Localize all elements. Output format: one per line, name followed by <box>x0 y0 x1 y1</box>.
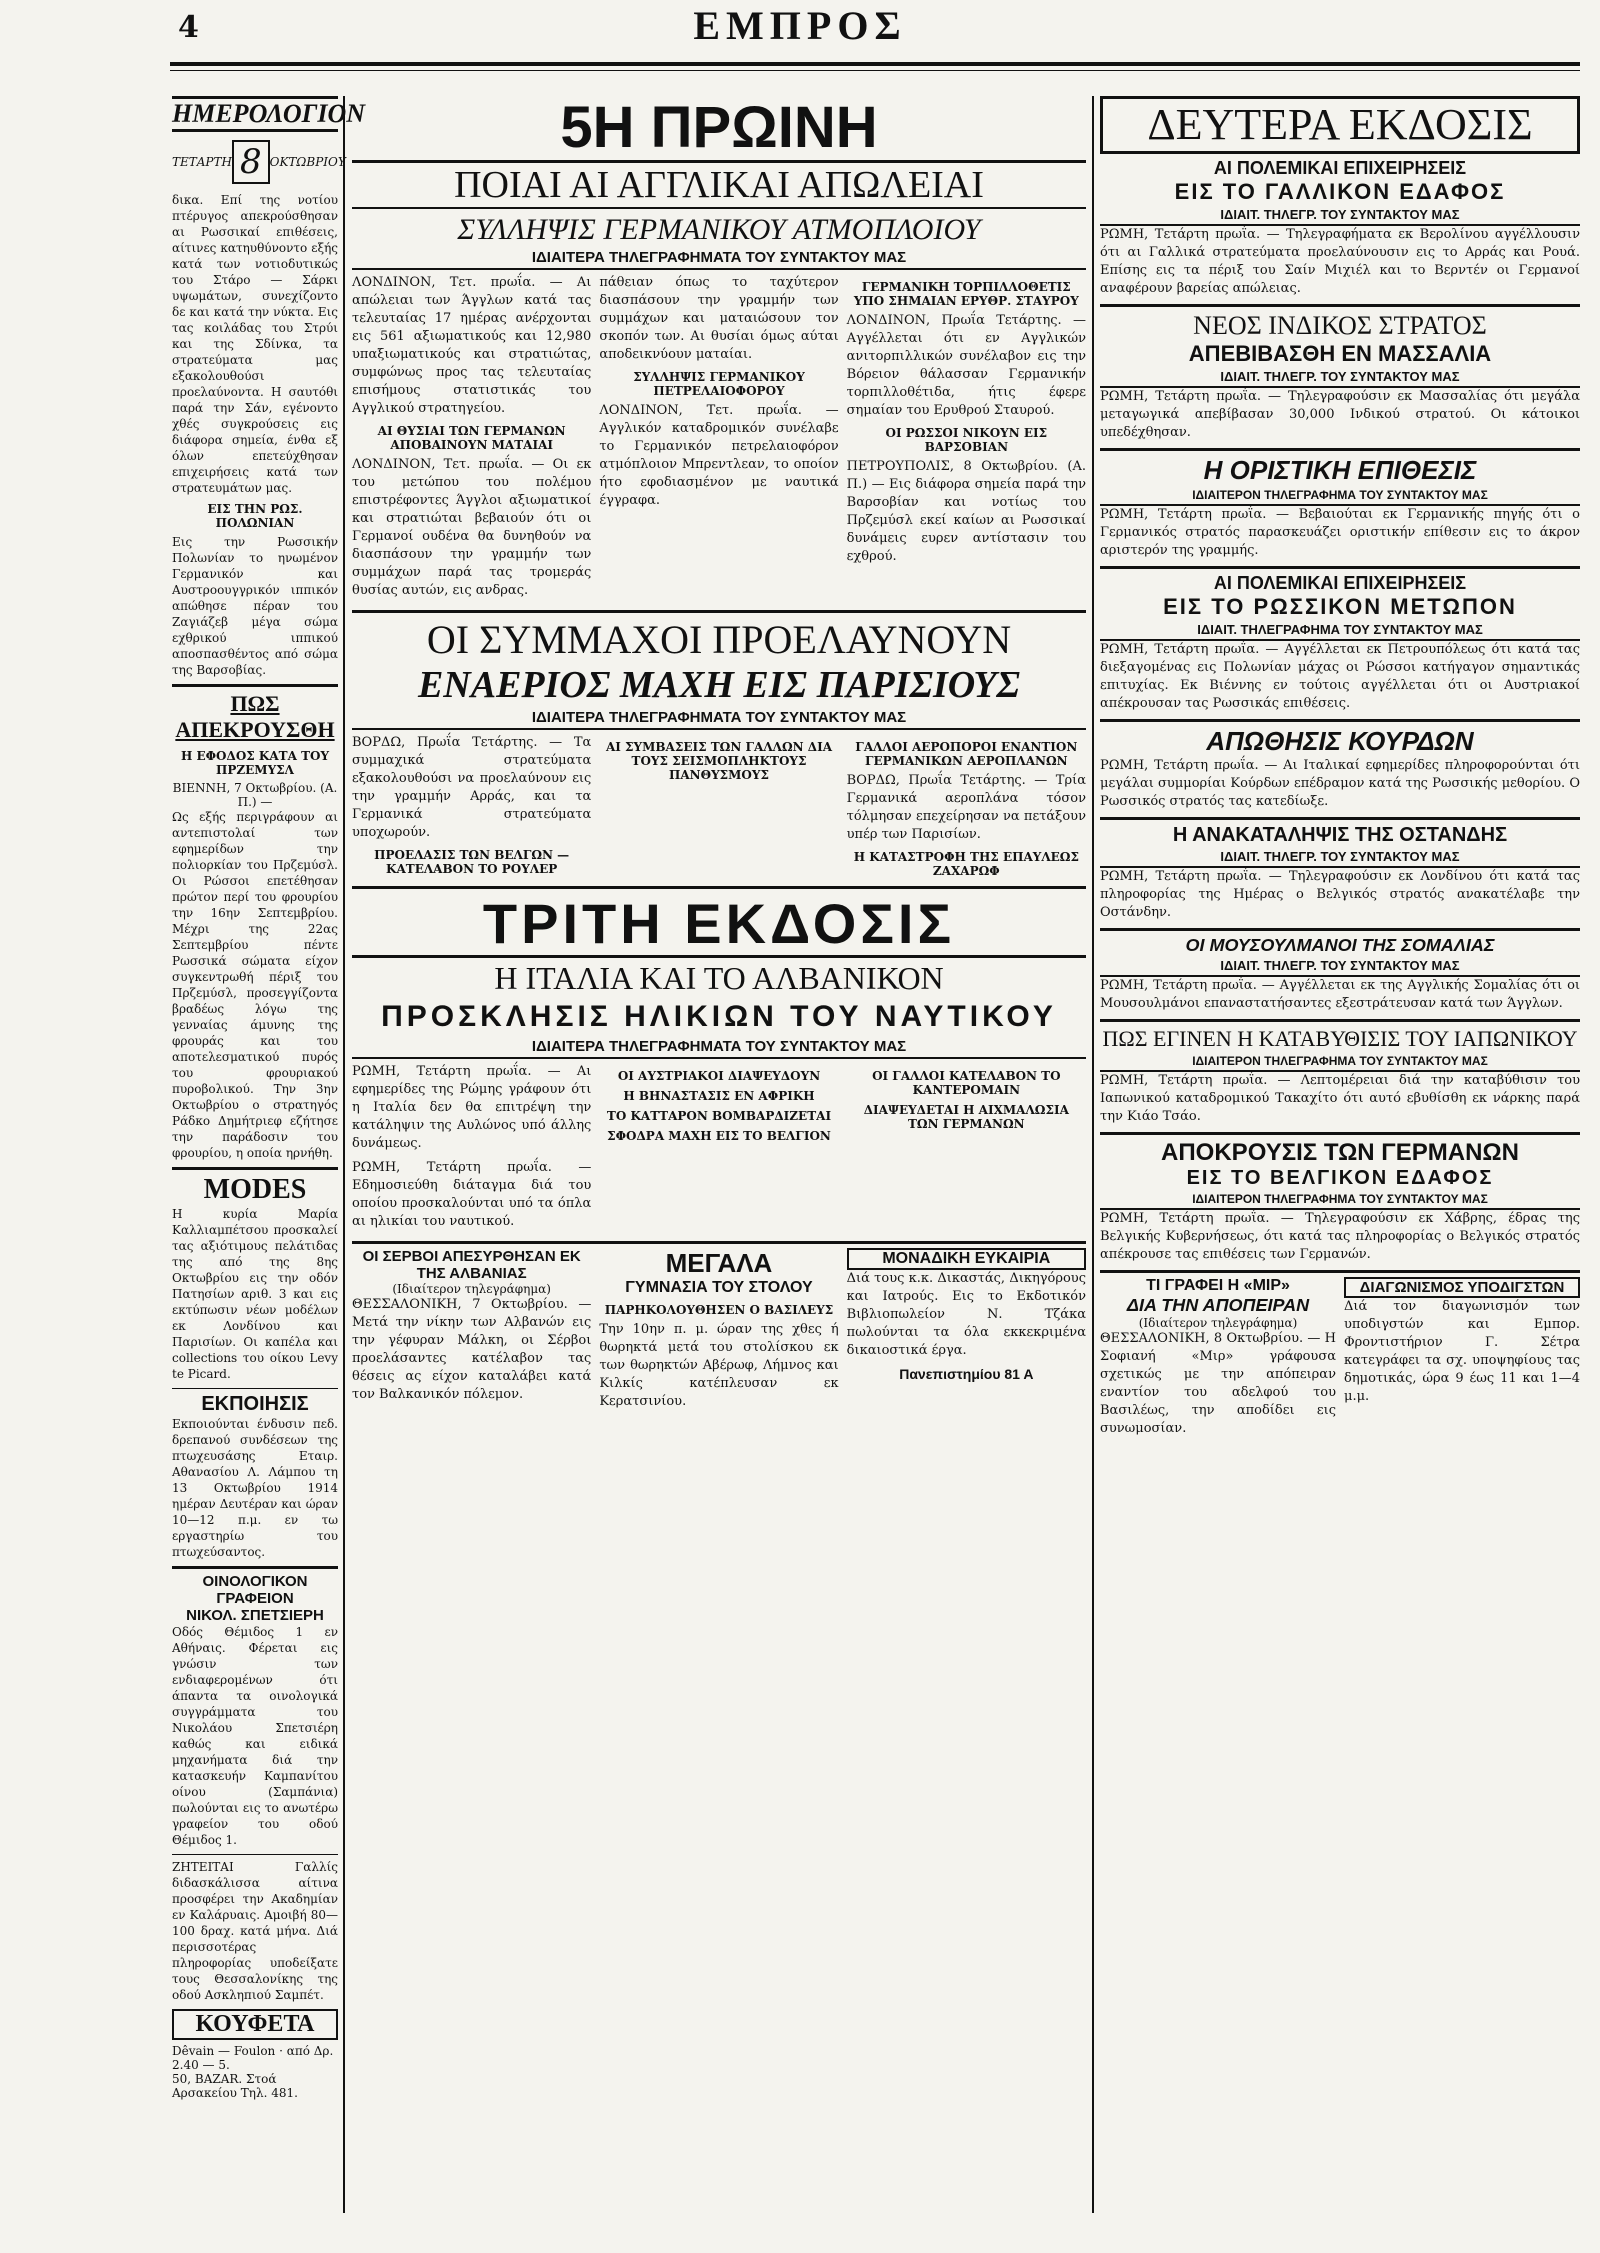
mir-text: ΘΕΣΣΑΛΟΝΙΚΗ, 8 Οκτωβρίου. — Η Σοφιανή «Μιρ» γράφουσα σχετικώς με την απόπειραν εναντίον του αδελφού του Βασιλέως, την αποδίδει εις συνωμοσίαν. <box>1100 1331 1336 1436</box>
tele-long: ΙΔΙΑΙΤΕΡΟΝ ΤΗΛΕΓΡΑΦΗΜΑ ΤΟΥ ΣΥΝΤΑΚΤΟΥ ΜΑΣ <box>1100 1190 1580 1210</box>
monadiki-head: ΜΟΝΑΔΙΚΗ ΕΥΚΑΙΡΙΑ <box>847 1248 1086 1270</box>
date-number: 8 <box>232 140 270 184</box>
torpillo-text: ΛΟΝΔΙΝΟΝ, Πρωΐα Τετάρτης. — Αγγέλλεται ότι εν Αγγλικών ανιτορπιλλικών συνέλαβον εις την Βόρειον θάλασσαν Γερμανικήν τορπιλλοθέτιδα, ήτις έφερε σημαίαν του Ερυθρού Σταυρού. <box>846 313 1086 418</box>
italia-head: Η ΙΤΑΛΙΑ ΚΑΙ ΤΟ ΑΛΒΑΝΙΚΟΝ <box>494 960 944 996</box>
hemerologion-title: ΗΜΕΡΟΛΟΓΙΟΝ <box>172 96 338 132</box>
mir-diagonismos <box>1100 1277 1580 1444</box>
article-column <box>352 734 591 882</box>
deutera-head: ΔΕΥΤΕΡΑ ΕΚΔΟΣΙΣ <box>1100 96 1580 154</box>
aerios-head: ΕΝΑΕΡΙΟΣ ΜΑΧΗ ΕΙΣ ΠΑΡΙΣΙΟΥΣ <box>417 664 1021 706</box>
italia-text: ΡΩΜΗ, Τετάρτη πρωΐα. — Αι εφημερίδες της Ρώμης γράφουν ότι η Ιταλία δεν θα επιτρέψη την κατάληψιν της Αυλώνος υπό άλλης δυνάμεως. <box>352 1064 592 1151</box>
somalias-head: ΟΙ ΜΟΥΣΟΥΛΜΑΝΟΙ ΤΗΣ ΣΟΜΑΛΙΑΣ <box>1185 935 1495 955</box>
article-column <box>847 734 1086 882</box>
divider <box>352 1241 1086 1244</box>
diagonismos-head: ΔΙΑΓΩΝΙΣΜΟΣ ΥΠΟΔΙΓΣΤΩΝ <box>1344 1277 1580 1298</box>
divider <box>1100 304 1580 307</box>
divider <box>1100 1019 1580 1022</box>
divider <box>1100 928 1580 931</box>
katastrofi-head: Η ΚΑΤΑΣΤΡΟΦΗ ΤΗΣ ΕΠΑΥΛΕΩΣ ΖΑΧΑΡΩΦ <box>853 850 1079 878</box>
intro-text: δικα. Επί της νοτίου πτέρυγος απεκρούσθησαν αι Ρωσσικαί επιθέσεις, αίτινες κατηυθύνοντο εξής κατά των νοτιοδυτικώς του Στάρο — Σάρκι υψωμάτων, συνεχίζοντο δε και κατά την νύκτα. Εις τας κοιλάδας του Στρύι και της Σδίνκα, τα στρατεύματα μας εξακολουθούσι προελαύνοντα. Η σαυτόθι παρά την Σάν, εγένοντο χθές συγκρούσεις εις διάφορα σημεία, ένθα εξ όλων επετεύχθησαν επιχειρήσεις κατά των στρατευμάτων μας. <box>172 193 338 495</box>
triti-head: ΤΡΙΤΗ ΕΚΔΟΣΙΣ <box>352 893 1086 958</box>
atmoploiou-head: ΣΥΛΛΗΨΙΣ ΓΕΡΜΑΝΙΚΟΥ ΑΤΜΟΠΛΟΙΟΥ <box>457 213 981 246</box>
proelasis-head: ΠΡΟΕΛΑΣΙΣ ΤΩΝ ΒΕΛΓΩΝ — ΚΑΤΕΛΑΒΟΝ ΤΟ ΡΟΥΛΕΡ <box>374 848 570 876</box>
serboi-text: ΘΕΣΣΑΛΟΝΙΚΗ, 7 Οκτωβρίου. — Μετά την νίκην των Αλβανών εις την γέφυραν Μάλκη, οι Σέρβοι προελάσαντες κατέλαβον τας θέσεις ας είχον καταλάβει κατά τον Βαλκανικόν πόλεμον. <box>352 1297 592 1402</box>
divider <box>172 1167 338 1170</box>
column-rule <box>1092 96 1094 2213</box>
apokrousthi-head: ΠΩΣ ΑΠΕΚΡΟΥΣΘΗ <box>175 691 335 742</box>
telegram-line: ΙΔΙΑΙΤΕΡΑ ΤΗΛΕΓΡΑΦΗΜΑΤΑ ΤΟΥ ΣΥΝΤΑΚΤΟΥ ΜΑΣ <box>352 1036 1086 1059</box>
kataduseis-head: ΠΩΣ ΕΓΙΝΕΝ Η ΚΑΤΑΒΥΘΙΣΙΣ ΤΟΥ ΙΑΠΩΝΙΚΟΥ <box>1102 1026 1578 1051</box>
divider <box>1100 448 1580 451</box>
italia-articles <box>352 1063 1086 1237</box>
tele-short: ΙΔΙΑΙΤ. ΤΗΛΕΓΡ. ΤΟΥ ΣΥΝΤΑΚΤΟΥ ΜΑΣ <box>1100 205 1580 226</box>
left-column <box>172 96 366 2100</box>
serboi-head: ΟΙ ΣΕΡΒΟΙ ΑΠΕΣΥΡΘΗΣΑΝ ΕΚ ΤΗΣ ΑΛΒΑΝΙΑΣ <box>362 1248 581 1282</box>
tele-long: ΙΔΙΑΙΤΕΡΟΝ ΤΗΛΕΓΡΑΦΗΜΑ ΤΟΥ ΣΥΝΤΑΚΤΟΥ ΜΑΣ <box>1100 1052 1580 1072</box>
oinologikon-text: Οδός Θέμιδος 1 εν Αθήναις. Φέρεται εις γνώσιν των ενδιαφερομένων ότι άπαντα τα οινολογικά συγγράμματα του Νικολάου Σπετσιέρη καθώς και ειδικά μηχανήματα διά την κατασκευήν Καμπανίτου οίνου (Σαμπάνια) πωλούνται εις το ανωτέρω γραφείον του οδού Θέμιδος 1. <box>172 1625 338 1847</box>
polonian-head: ΕΙΣ ΤΗΝ ΡΩΣ. ΠΟΛΩΝΙΑΝ <box>207 502 303 530</box>
date-line <box>172 140 346 184</box>
thanatosis-head: Η ΒΗΝΑΣΤΑΣΙΣ ΕΝ ΑΦΡΙΚΗ <box>623 1089 815 1103</box>
masthead-rule-thin <box>170 70 1580 71</box>
koufeta-text1: Dêvain — Foulon · από Δρ. 2.40 — 5. <box>172 2044 334 2072</box>
tele-rossiko: ΙΔΙΑΙΤ. ΤΗΛΕΓΡΑΦΗΜΑ ΤΟΥ ΣΥΝΤΑΚΤΟΥ ΜΑΣ <box>1100 620 1580 641</box>
divider <box>1100 1270 1580 1273</box>
oinologikon-head: ΟΙΝΟΛΟΓΙΚΟΝ ΓΡΑΦΕΙΟΝ <box>202 1573 308 1607</box>
divider <box>352 886 1086 889</box>
gallikoi-text: ΒΟΡΔΩ, Πρωΐα Τετάρτης. — Τρία Γερμανικά αεροπλάνα τόσον τόλμησαν επεχείρησαν να πετάξουν υπέρ των Παρισίων. <box>846 773 1086 842</box>
proskliseis-text: ΡΩΜΗ, Τετάρτη πρωΐα. — Εδημοσιεύθη διάταγμα διά του οποίου προσκαλούνται υπό τα όπλα αι ηλικίαι του ναυτικού. <box>352 1160 592 1229</box>
proskliseis-head: ΠΡΟΣΚΛΗΣΙΣ ΗΛΙΚΙΩΝ ΤΟΥ ΝΑΥΤΙΚΟΥ <box>381 1000 1057 1033</box>
gymnasia-head: ΓΥΜΝΑΣΙΑ ΤΟΥ ΣΤΟΛΟΥ <box>625 1279 813 1296</box>
mir-head2: ΔΙΑ ΤΗΝ ΑΠΟΠΕΙΡΑΝ <box>1126 1295 1310 1315</box>
divider <box>172 1566 338 1569</box>
symmachoi-text: ΒΟΡΔΩ, Πρωΐα Τετάρτης. — Τα συμμαχικά στρατεύματα εξακολουθούσι να προελαύνουν εις την γραμμήν Αρράς, και τα Γερμανικά στρατεύματα υποχωρούν. <box>352 735 592 840</box>
koufeta-head: ΚΟΥΦΕΤΑ <box>172 2009 338 2040</box>
divider <box>172 1388 338 1389</box>
przemysl-text: Ως εξής περιγράφουν αι αντεπιστολαί των εφημερίδων την πολιορκίαν του Πρζεμύσλ. Οι Ρώσσοι επετέθησαν πρώτον περί του φρουρίου την 16ην Σεπτεμβρίου. Μέχρι της 22ας Σεπτεμβρίου πέντε Ρωσσικά σώματα είχον συγκεντρωθή πέριξ του Πρζεμύσλ, προσεγγίζοντα βραδέως λόγω της γενναίας άμυνης της φρουράς και του αποτελεσματικού πυρός του φρουριακού πυροβολικού. Την 3ην Οκτωβρίου ο στρατηγός Ράδκο Δημήτριεφ εζήτησε την παράδοσιν του φρουρίου, η οποία ηρνήθη. <box>172 810 338 1160</box>
divider <box>1100 566 1580 569</box>
oinologikon-name: ΝΙΚΟΛ. ΣΠΕΤΣΙΕΡΗ <box>186 1607 324 1624</box>
gall-ops-head1: ΑΙ ΠΟΛΕΜΙΚΑΙ ΕΠΙΧΕΙΡΗΣΕΙΣ <box>1213 158 1467 178</box>
symmachoi-articles <box>352 734 1086 882</box>
przemysl-head: Η ΕΦΟΔΟΣ ΚΑΤΑ ΤΟΥ ΠΡΖΕΜΥΣΛ <box>180 749 330 777</box>
article-column <box>1100 1277 1336 1444</box>
petreleoforon-head: ΣΥΛΛΗΨΙΣ ΓΕΡΜΑΝΙΚΟΥ ΠΕΤΡΕΛΑΙΟΦΟΡΟΥ <box>633 370 805 398</box>
apokrouseis-head: ΑΠΟΚΡΟΥΣΙΣ ΤΩΝ ΓΕΡΜΑΝΩΝ <box>1161 1139 1519 1166</box>
column-rule <box>343 96 345 2213</box>
nikon-text: ΠΕΤΡΟΥΠΟΛΙΣ, 8 Οκτωβρίου. (Α. Π.) — Εις διάφορα σημεία παρά την Βαρσοβίαν και νοτίως του Πρζεμύσλ εκεί καίων αι Ρωσσικαί δυνάμεις ευρεν αντίστασιν του εχθρού. <box>846 459 1086 564</box>
gymnasia-text: Την 10ην π. μ. ώραν της χθες ή θωρηκτά μετά του στολίσκου εκ των θωρηκτών Αβέρωφ, Λήμνος και Κιλκίς κατέπλευσαν εκ Κερατσινίου. <box>599 1322 839 1409</box>
torpillo-head: ΓΕΡΜΑΝΙΚΗ ΤΟΡΠΙΛΛΟΘΕΤΙΣ ΥΠΟ ΣΗΜΑΙΑΝ ΕΡΥΘΡ. ΣΤΑΥΡΟΥ <box>853 280 1079 308</box>
divider <box>352 610 1086 613</box>
oristiki-head: Η ΟΡΙΣΤΙΚΗ ΕΠΙΘΕΣΙΣ <box>1203 455 1477 485</box>
ostandis-text: ΡΩΜΗ, Τετάρτη πρωΐα. — Τηλεγραφούσιν εκ Λονδίνου ότι κατά τας πληροφορίας της Ημέρας ο Βελγικός στρατός ανακατέλαβε την Οστάνδην. <box>1100 869 1580 920</box>
aichmalotoi-head: ΔΙΑΨΕΥΔΕΤΑΙ Η ΑΙΧΜΑΛΩΣΙΑ ΤΩΝ ΓΕΡΜΑΝΩΝ <box>863 1103 1069 1131</box>
center-column <box>352 96 1086 1417</box>
telegram-line: ΙΔΙΑΙΤΕΡΑ ΤΗΛΕΓΡΑΦΗΜΑΤΑ ΤΟΥ ΣΥΝΤΑΚΤΟΥ ΜΑΣ <box>352 707 1086 730</box>
divider <box>1100 817 1580 820</box>
velgiko-head: ΕΙΣ ΤΟ ΒΕΛΓΙΚΟΝ ΕΔΑΦΟΣ <box>1186 1167 1494 1189</box>
modes-head: MODES <box>203 1174 307 1205</box>
article-column <box>847 1248 1086 1417</box>
article-column <box>599 1248 838 1417</box>
symmachoi-head: ΟΙ ΣΥΜΜΑΧΟΙ ΠΡΟΕΛΑΥΝΟΥΝ <box>426 617 1012 662</box>
bombardismos-head: ΤΟ ΚΑΤΤΑΡΟΝ ΒΟΜΒΑΡΔΙΖΕΤΑΙ <box>606 1109 832 1123</box>
divider <box>1100 1132 1580 1135</box>
gall-ops-head2: ΕΙΣ ΤΟ ΓΑΛΛΙΚΟΝ ΕΔΑΦΟΣ <box>1174 179 1506 204</box>
article-column <box>1344 1277 1580 1444</box>
koufeta-text2: 50, BAZAR. Στοά Αρσακείου Τηλ. 481. <box>172 2072 298 2100</box>
article-column <box>352 1248 591 1417</box>
megala-head: ΜΕΓΑΛΑ <box>665 1248 773 1278</box>
masthead <box>0 0 1600 84</box>
diagonismos-text: Διά τον διαγωνισμόν των υποδιγστών και Εμπορ. Φροντιστήριον Γ. Σέτρα κατεγράφει τα σχ. υποψηφίους τας δημοτικάς, ώρα 9 έως 11 και 1—4 μ.μ. <box>1344 1299 1580 1404</box>
masthead-rule <box>170 62 1580 66</box>
divider <box>172 684 338 687</box>
indikos-text: ΡΩΜΗ, Τετάρτη πρωΐα. — Τηλεγραφούσιν εκ Μασσαλίας ότι μεγάλα μεταγωγικά απεβίβασαν 30,000 Ινδικού στρατού. Οι κάτοικοι υπεδέχθησαν. <box>1100 389 1580 440</box>
telegram-line: ΙΔΙΑΙΤΕΡΑ ΤΗΛΕΓΡΑΦΗΜΑΤΑ ΤΟΥ ΣΥΝΤΑΚΤΟΥ ΜΑΣ <box>352 247 1086 270</box>
mir-sub: (Ιδιαίτερον τηλεγράφημα) <box>1138 1316 1298 1330</box>
bottom-articles <box>352 1248 1086 1417</box>
petreleoforon-text: ΛΟΝΔΙΝΟΝ, Τετ. πρωΐα. — Αγγλικόν καταδρομικόν συνέλαβε το Γερμανικόν πετρελαιοφόρον ατμόπλοιον Μπρεντλεαν, το οποίον ήτο εφοδιασμένον με ναυτικά έγγραφα. <box>599 403 839 508</box>
polonian-text: Εις την Ρωσσικήν Πολωνίαν το ηνωμένον Γερμανικόν και Αυστροουγγρικόν ιππικόν απώθησε πέραν του Ζαγιάζεβ μέγα σώμα εχθρικού ιππικού αποσπασθέντος από σώμα της Βαρσοβίας. <box>172 535 338 677</box>
vivelgio-head: ΣΦΟΔΡΑ ΜΑΧΗ ΕΙΣ ΤΟ ΒΕΛΓΙΟΝ <box>607 1129 831 1143</box>
divider <box>1100 719 1580 722</box>
apoleiai-head: ΠΟΙΑΙ ΑΙ ΑΓΓΛΙΚΑΙ ΑΠΩΛΕΙΑΙ <box>352 163 1086 209</box>
tele-somalias: ΙΔΙΑΙΤ. ΤΗΛΕΓΡ. ΤΟΥ ΣΥΝΤΑΚΤΟΥ ΜΑΣ <box>1100 956 1580 977</box>
newspaper-title: ΕΜΠΡΟΣ <box>693 3 907 48</box>
gallikoi-head: ΓΑΛΛΟΙ ΑΕΡΟΠΟΡΟΙ ΕΝΑΝΤΙΟΝ ΓΕΡΜΑΝΙΚΩΝ ΑΕΡΟΠΛΑΝΩΝ <box>855 740 1078 768</box>
monadiki-addr: Πανεπιστημίου 81 Α <box>899 1366 1034 1382</box>
apovivasthi-head: ΑΠΕΒΙΒΑΣΘΗ ΕΝ ΜΑΣΣΑΛΙΑ <box>1188 341 1492 366</box>
article-column <box>352 274 591 606</box>
page-number: 4 <box>178 10 199 45</box>
przemysl-dateline: ΒΙΕΝΝΗ, 7 Οκτωβρίου. (Α. Π.) — <box>172 781 338 809</box>
tele-short: ΙΔΙΑΙΤ. ΤΗΛΕΓΡ. ΤΟΥ ΣΥΝΤΑΚΤΟΥ ΜΑΣ <box>1100 367 1580 388</box>
gall-ops-text: ΡΩΜΗ, Τετάρτη πρωΐα. — Τηλεγραφήματα εκ Βερολίνου αγγέλλουσιν ότι αι Γαλλικά στρατεύματα προελαύνουσιν εις το Αρράς και Ρουά. Επίσης εις τα πέριξ του Σαίν Μιχιέλ και το Βερντέν οι Γερμανοί αναφέρουν βαρείας απώλειας. <box>1100 227 1580 296</box>
tele-short: ΙΔΙΑΙΤ. ΤΗΛΕΓΡ. ΤΟΥ ΣΥΝΤΑΚΤΟΥ ΜΑΣ <box>1100 847 1580 868</box>
nikon-head: ΟΙ ΡΩΣΣΟΙ ΝΙΚΟΥΝ ΕΙΣ ΒΑΡΣΟΒΙΑΝ <box>885 426 1048 454</box>
article-column <box>599 734 838 882</box>
indikos-head: ΝΕΟΣ ΙΝΔΙΚΟΣ ΣΤΡΑΤΟΣ <box>1193 311 1487 340</box>
zitei-text: ΖΗΤΕΙΤΑΙ Γαλλίς διδασκάλισσα αίτινα προσφέρει την Ακαδημίαν εν Καλάρυαις. Αμοιβή 80—100 δραχ. κατά μήνα. Διά περισσοτέρας πληροφορίας υποδείξατε τους Θεσσαλονίκης της οδού Ασκληπιού Σαμπέτ. <box>172 1860 338 2002</box>
symaivei-head: ΑΙ ΣΥΜΒΑΣΕΙΣ ΤΩΝ ΓΑΛΛΩΝ ΔΙΑ ΤΟΥΣ ΣΕΙΣΜΟΠΛΗΚΤΟΥΣ ΠΑΝΘΥΣΜΟΥΣ <box>605 740 833 782</box>
monadiki-text: Διά τους κ.κ. Δικαστάς, Δικηγόρους και Ιατρούς. Εις το Εκδοτικόν Βιβλιοπωλείον Ν. Τζάκα πωλούνται τα όλα εκκεκριμένα δικαιοστικά έργα. <box>846 1271 1086 1358</box>
article-column <box>352 1063 591 1237</box>
kourdon-text: ΡΩΜΗ, Τετάρτη πρωΐα. — Αι Ιταλικαί εφημερίδες πληροφορούνται ότι μεγάλαι συμμορίαι Κούρδων επέδραμον κατά της Ρωσσικής μεθορίου. Ο Ρωσσικός στρατός τας κατεδίωξε. <box>1100 758 1580 809</box>
ostandis-head: Η ΑΝΑΚΑΤΑΛΗΨΙΣ ΤΗΣ ΟΣΤΑΝΔΗΣ <box>1172 824 1508 846</box>
astrologikoi-head: ΟΙ ΑΥΣΤΡΙΑΚΟΙ ΔΙΑΨΕΥΔΟΥΝ <box>617 1069 821 1083</box>
tele-long: ΙΔΙΑΙΤΕΡΟΝ ΤΗΛΕΓΡΑΦΗΜΑ ΤΟΥ ΣΥΝΤΑΚΤΟΥ ΜΑΣ <box>1100 486 1580 506</box>
article-column <box>847 1063 1086 1237</box>
article-column <box>599 274 838 606</box>
apoleiai-articles <box>352 274 1086 606</box>
velgiko-text: ΡΩΜΗ, Τετάρτη πρωΐα. — Τηλεγραφούσιν εκ Χάβρης, έδρας της Βελγικής Κυβερνήσεως, ότι κατά τας πληροφορίας ο Βελγικός στρατός απέκρουσε τας επιθέσεις των Γερμανών. <box>1100 1211 1580 1262</box>
ekpoiisis-text: Εκποιούνται ένδυσιν πεδ. δρεπανού συνδέσεων της πτωχευσάσης Εταιρ. Αθανασίου Λ. Λάμπου τη 13 Οκτωβρίου 1914 ημέραν Δευτέραν και ώραν 10—12 π.μ. εν τω εργαστηρίω του πτωχεύσαντος. <box>172 1417 338 1559</box>
rossiko-text: ΡΩΜΗ, Τετάρτη πρωΐα. — Αγγέλλεται εκ Πετρουπόλεως ότι κατά τας διεξαγομένας εις Πολωνίαν μάχας οι Ρώσσοι κατήγαγον σημαντικάς επιτυχίας. Εκ Βιέννης εν τούτοις αγγέλλεται ότι οι Αυστριακοί απέκρουσαν τας Ρωσσικάς επιθέσεις. <box>1100 642 1580 711</box>
apoleiai-text: ΛΟΝΔΙΝΟΝ, Τετ. πρωΐα. — Αι απώλειαι των Άγγλων κατά τας τελευταίας 17 ημέρας ανέρχονται εις 561 αξιωματικούς και 12,980 υπαξιωματικούς και στρατιώτας, συμφώνως προς τας τελευταίας επισήμους στατιστικάς του Αγγλικού στρατηγείου. <box>352 275 592 416</box>
article-column <box>599 1063 838 1237</box>
oristiki-text: ΡΩΜΗ, Τετάρτη πρωΐα. — Βεβαιούται εκ Γερμανικής πηγής ότι ο Γερμανικός στρατός παρασκευάζει οριστικήν επίθεσιν εις το άκρον αριστερόν της γραμμής. <box>1100 507 1580 558</box>
kataduseis-text: ΡΩΜΗ, Τετάρτη πρωΐα. — Λεπτομέρειαι διά την καταβύθισιν του Ιαπωνικού καταδρομικού Τακαχίτο ότι αυτό εβυθίσθη εκ νάρκης παρά την Κιάο Τσάο. <box>1100 1073 1580 1124</box>
atmoploio-text: πάθειαν όπως το ταχύτερον διασπάσουν την γραμμήν των συμμάχων και ματαιώσουν τον σκοπόν των. Αι θυσίαι όμως αύται αποδεικνύουν ματαίαι. <box>599 275 839 362</box>
ekpoiisis-head: ΕΚΠΟΙΗΣΙΣ <box>201 1393 309 1415</box>
modes-text: Η κυρία Μαρία Καλλιαμπέτσου προσκαλεί τας αξιότιμους πελάτιδας της από της 8ης Οκτωβρίου εις την οδόν Πατησίων αριθ. 3 και εις εκτύπωσιν νέων μοδέλων εκ Λονδίνου και Παρισίων. Οι καπέλα και collections του οίκου Levy te Picard. <box>172 1207 338 1381</box>
thysiai-head: ΑΙ ΘΥΣΙΑΙ ΤΩΝ ΓΕΡΜΑΝΩΝ ΑΠΟΒΑΙΝΟΥΝ ΜΑΤΑΙΑΙ <box>377 424 566 452</box>
day: ΤΕΤΑΡΤΗ <box>172 155 232 169</box>
divider <box>172 1854 338 1855</box>
month: ΟΚΤΩΒΡΙΟΥ <box>269 155 346 169</box>
right-column <box>1100 96 1580 1444</box>
article-column <box>847 274 1086 606</box>
vasileus-head: ΠΑΡΗΚΟΛΟΥΘΗΣΕΝ Ο ΒΑΣΙΛΕΥΣ <box>604 1303 834 1317</box>
kantoromain-head: ΟΙ ΓΑΛΛΟΙ ΚΑΤΕΛΑΒΟΝ ΤΟ ΚΑΝΤΕΡΟΜΑΙΝ <box>872 1069 1061 1097</box>
kourdon-head: ΑΠΩΘΗΣΙΣ ΚΟΥΡΔΩΝ <box>1206 726 1474 756</box>
serboi-sub: (Ιδιαίτερον τηλεγράφημα) <box>392 1282 551 1296</box>
somalias-text: ΡΩΜΗ, Τετάρτη πρωΐα. — Αγγέλλεται εκ της Αγγλικής Σομαλίας ότι οι Μουσουλμάνοι επαναστατήσαντες εξεστράτευσαν κατά των Άγγλων. <box>1100 978 1580 1011</box>
edition-5-head: 5Η ΠΡΩΙΝΗ <box>352 96 1086 163</box>
rossiko-head1: ΑΙ ΠΟΛΕΜΙΚΑΙ ΕΠΙΧΕΙΡΗΣΕΙΣ <box>1213 573 1467 593</box>
mir-head1: ΤΙ ΓΡΑΦΕΙ Η «ΜΙΡ» <box>1146 1277 1290 1294</box>
rossiko-head2: ΕΙΣ ΤΟ ΡΩΣΣΙΚΟΝ ΜΕΤΩΠΟΝ <box>1163 594 1517 619</box>
thysiai-text: ΛΟΝΔΙΝΟΝ, Τετ. πρωΐα. — Οι εκ του μετώπου του πολέμου επιστρέφοντες Άγγλοι αξιωματικοί και στρατιώται βεβαιούν ότι οι Γερμανοί ουδένα θα δυνηθούν να διασπάσουν την γραμμήν των συμμάχων παρά τας τρομεράς θυσίας αυτών, εις ανδρας. <box>352 457 592 598</box>
